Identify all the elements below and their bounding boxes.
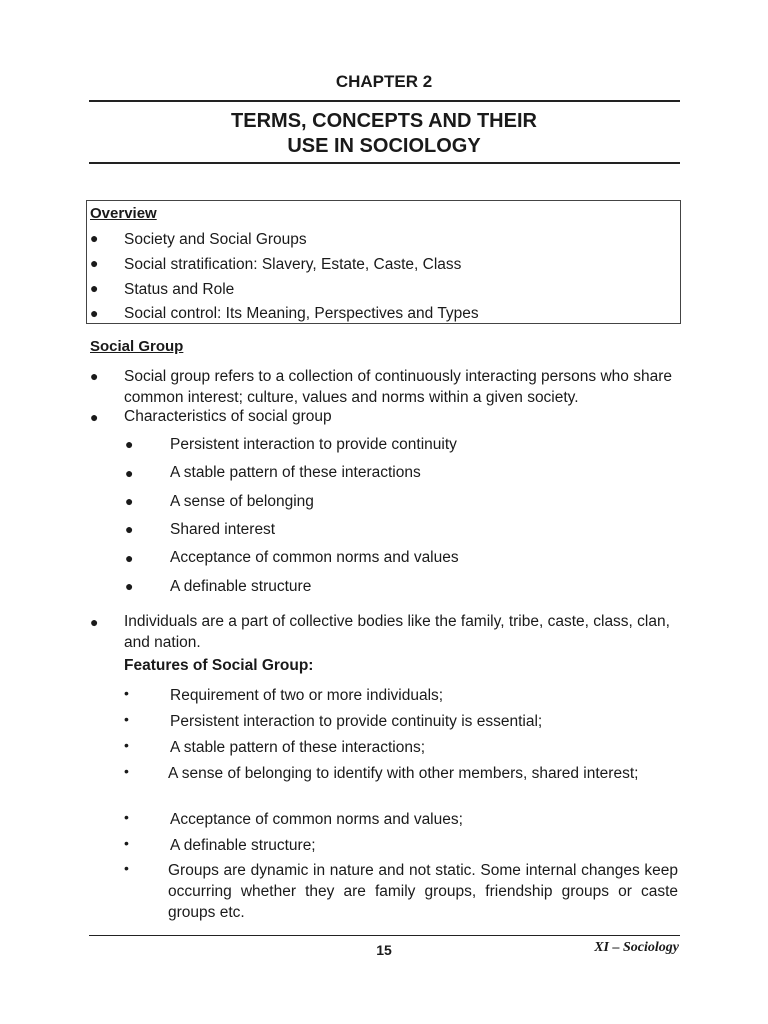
characteristic-item: Persistent interaction to provide continuity [170,436,457,453]
overview-item: Society and Social Groups [124,231,307,248]
feature-item: Groups are dynamic in nature and not static. Some internal changes keep occurring whether they are family groups, friendship groups or caste groups etc. [168,862,678,921]
chapter-label: CHAPTER 2 [335,72,433,91]
bullet-icon: ● [125,521,134,537]
characteristic-item: A sense of belonging [170,493,314,510]
overview-item: Status and Role [124,281,235,298]
feature-item: Persistent interaction to provide continuity is essential; [170,713,543,730]
bullet-icon: ● [90,614,99,630]
feature-item: A definable structure; [170,837,316,854]
book-title: XI – Sociology [594,940,679,955]
bullet-icon: • [124,860,129,876]
social-group-heading: Social Group [90,338,184,355]
bullet-icon: • [124,809,129,825]
feature-item: A stable pattern of these interactions; [170,739,426,756]
characteristics-label: Characteristics of social group [124,408,332,425]
bullet-icon: • [124,763,129,779]
bullet-icon: ● [90,255,99,271]
bullet-icon: ● [125,578,134,594]
chapter-title-line-1: TERMS, CONCEPTS AND THEIR [231,110,537,132]
bullet-icon: ● [90,230,99,246]
bullet-icon: ● [90,280,99,296]
page-number: 15 [376,942,392,958]
bullet-icon: • [124,835,129,851]
feature-item: Acceptance of common norms and values; [170,811,463,828]
bullet-icon: ● [90,368,99,384]
social-group-definition: Social group refers to a collection of continuously interacting persons who share common interest; culture, values and norms within a given society. [124,368,672,406]
feature-item: A sense of belonging to identify with other members, shared interest; [168,765,639,782]
individuals-paragraph: Individuals are a part of collective bodies like the family, tribe, caste, class, clan, and nation. [124,613,670,651]
bullet-icon: ● [90,409,99,425]
bullet-icon: • [124,737,129,753]
bullet-icon: ● [125,436,134,452]
header-bottom-rule [89,162,680,164]
bullet-icon: • [124,711,129,727]
bullet-icon: ● [90,305,99,321]
overview-heading: Overview [90,205,157,222]
characteristic-item: A definable structure [170,578,312,595]
chapter-title-line-2: USE IN SOCIOLOGY [287,135,481,157]
feature-item: Requirement of two or more individuals; [170,687,444,704]
bullet-icon: ● [125,493,134,509]
characteristic-item: A stable pattern of these interactions [170,464,421,481]
characteristic-item: Acceptance of common norms and values [170,549,459,566]
features-heading: Features of Social Group: [124,657,314,674]
header-top-rule [89,100,680,102]
overview-item: Social stratification: Slavery, Estate, Caste, Class [124,256,462,273]
bullet-icon: ● [125,465,134,481]
footer-rule [89,935,680,936]
chapter-title [0,109,768,159]
characteristic-item: Shared interest [170,521,276,538]
bullet-icon: ● [125,550,134,566]
overview-item: Social control: Its Meaning, Perspectives and Types [124,305,479,322]
bullet-icon: • [124,685,129,701]
